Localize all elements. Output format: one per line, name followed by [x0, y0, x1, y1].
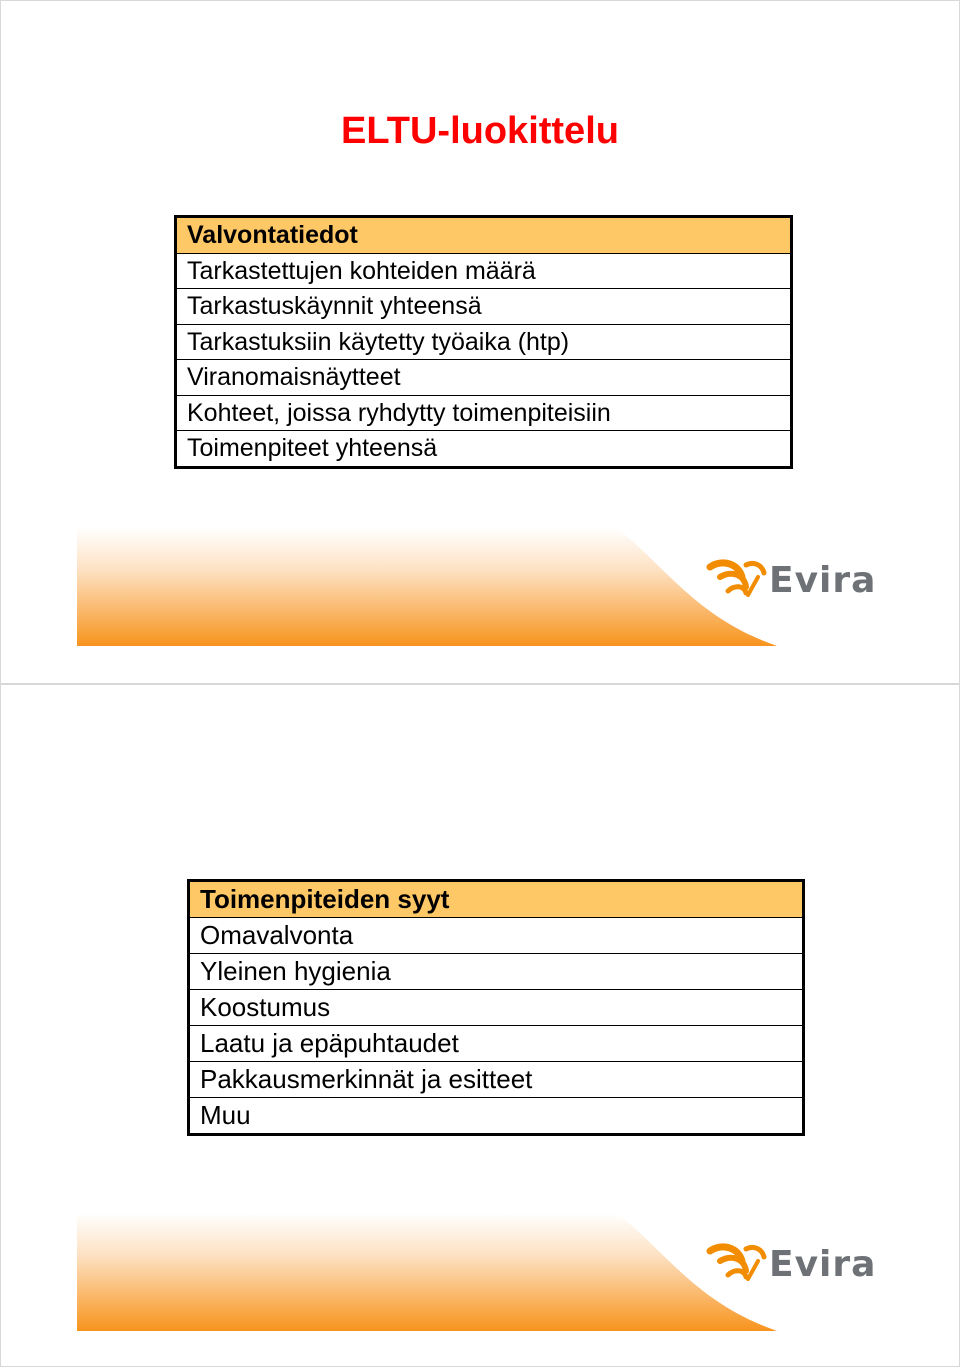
table-cell: Yleinen hygienia — [189, 954, 804, 990]
table-cell: Tarkastuskäynnit yhteensä — [176, 289, 792, 325]
table-row — [189, 990, 804, 1026]
table-row — [176, 289, 792, 325]
table-row — [189, 954, 804, 990]
table-cell: Muu — [189, 1098, 804, 1135]
table-cell: Pakkausmerkinnät ja esitteet — [189, 1062, 804, 1098]
table-row — [189, 1026, 804, 1062]
table-cell: Omavalvonta — [189, 918, 804, 954]
table-header-row — [176, 217, 792, 254]
table-cell: Kohteet, joissa ryhdytty toimenpiteisiin — [176, 395, 792, 431]
table-row — [189, 1062, 804, 1098]
monitoring-data-table — [174, 215, 793, 469]
table-header-cell: Toimenpiteiden syyt — [189, 881, 804, 918]
slide-2 — [0, 684, 960, 1367]
table-cell: Laatu ja epäpuhtaudet — [189, 1026, 804, 1062]
table-cell: Tarkastettujen kohteiden määrä — [176, 253, 792, 289]
evira-logo — [706, 1241, 877, 1291]
evira-logo — [706, 557, 877, 607]
footer-gradient — [77, 528, 777, 646]
table-header-cell: Valvontatiedot — [176, 217, 792, 254]
footer-gradient — [77, 1213, 777, 1331]
table-cell: Viranomaisnäytteet — [176, 360, 792, 396]
table-cell: Toimenpiteet yhteensä — [176, 431, 792, 468]
table-cell: Tarkastuksiin käytetty työaika (htp) — [176, 324, 792, 360]
table-row — [189, 1098, 804, 1135]
evira-logo-text: Evira — [769, 560, 877, 601]
slide-title: ELTU-luokittelu — [341, 110, 619, 152]
table-row — [176, 395, 792, 431]
evira-logo-text: Evira — [769, 1244, 877, 1285]
table-row — [176, 253, 792, 289]
evira-mark-icon — [706, 1241, 768, 1291]
table-row — [189, 918, 804, 954]
table-row — [176, 324, 792, 360]
table-row — [176, 360, 792, 396]
measures-reasons-table — [187, 879, 805, 1136]
table-cell: Koostumus — [189, 990, 804, 1026]
evira-mark-icon — [706, 557, 768, 607]
table-row — [176, 431, 792, 468]
table-header-row — [189, 881, 804, 918]
